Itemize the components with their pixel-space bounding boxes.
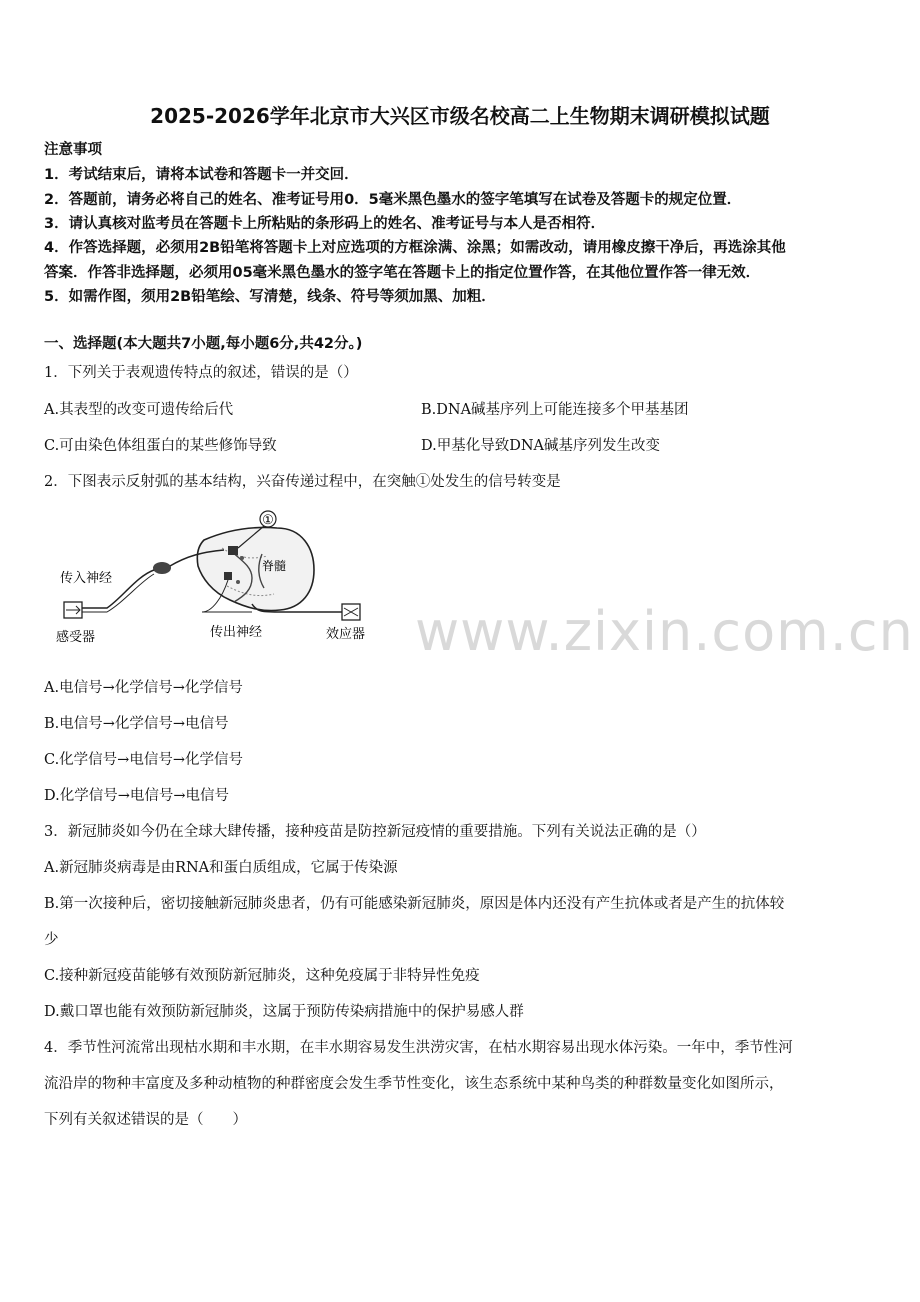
notice-line-4-cont: 答案．作答非选择题，必须用05毫米黑色墨水的签字笔在答题卡上的指定位置作答，在其他位置作答一律无效．	[44, 265, 761, 281]
fig-label-spinal-cord: 脊髓	[262, 559, 287, 573]
notice-heading: 注意事项	[44, 142, 102, 158]
notice-line-5: 5．如需作图，须用2B铅笔绘、写清楚，线条、符号等须加黑、加粗．	[44, 289, 496, 305]
fig-label-effector: 效应器	[326, 627, 366, 642]
notice-line-1: 1．考试结束后，请将本试卷和答题卡一并交回．	[44, 167, 359, 183]
q1-option-a: A.其表型的改变可遗传给后代	[44, 402, 234, 418]
q3-option-b-cont: 少	[44, 932, 59, 948]
fig-label-receptor: 感受器	[56, 630, 96, 645]
q4-stem-line-2: 流沿岸的物种丰富度及多种动植物的种群密度会发生季节性变化，该生态系统中某种鸟类的种群数量变化如图所示，	[44, 1076, 784, 1092]
q1-option-c: C.可由染色体组蛋白的某些修饰导致	[44, 438, 277, 454]
page-title: 2025-2026学年北京市大兴区市级名校高二上生物期末调研模拟试题	[150, 104, 770, 128]
notice-line-3: 3．请认真核对监考员在答题卡上所粘贴的条形码上的姓名、准考证号与本人是否相符．	[44, 216, 606, 232]
q4-stem-line-3: 下列有关叙述错误的是（ ）	[44, 1112, 247, 1128]
spinal-cord-outline	[197, 528, 314, 611]
q2-option-c: C.化学信号→电信号→化学信号	[44, 752, 243, 768]
synapse-box-2	[224, 572, 232, 580]
q1-option-d: D.甲基化导致DNA碱基序列发生改变	[421, 438, 661, 454]
reflex-arc-figure	[52, 508, 378, 648]
q1-stem: 1．下列关于表观遗传特点的叙述，错误的是（）	[44, 365, 358, 381]
q3-stem: 3．新冠肺炎如今仍在全球大肆传播，接种疫苗是防控新冠疫情的重要措施。下列有关说法正确的是（）	[44, 824, 706, 840]
fig-marker: ①	[262, 513, 274, 528]
q3-option-d: D.戴口罩也能有效预防新冠肺炎，这属于预防传染病措施中的保护易感人群	[44, 1004, 524, 1020]
notice-line-2: 2．答题前，请务必将自己的姓名、准考证号用0．5毫米黑色墨水的签字笔填写在试卷及答题卡的规定位置．	[44, 192, 742, 208]
fig-label-afferent: 传入神经	[60, 571, 113, 586]
q1-option-b: B.DNA碱基序列上可能连接多个甲基基团	[421, 402, 689, 418]
q3-option-a: A.新冠肺炎病毒是由RNA和蛋白质组成，它属于传染源	[44, 860, 398, 876]
q2-option-a: A.电信号→化学信号→化学信号	[44, 680, 243, 696]
q2-option-d: D.化学信号→电信号→电信号	[44, 788, 230, 804]
q2-option-b: B.电信号→化学信号→电信号	[44, 716, 229, 732]
fig-label-efferent: 传出神经	[210, 625, 263, 640]
q3-option-c: C.接种新冠疫苗能够有效预防新冠肺炎，这种免疫属于非特异性免疫	[44, 968, 480, 984]
notice-line-4: 4．作答选择题，必须用2B铅笔将答题卡上对应选项的方框涂满、涂黑；如需改动，请用橡皮擦干净后，再选涂其他	[44, 240, 786, 256]
synapse-box-1	[228, 546, 238, 555]
q4-stem-line-1: 4．季节性河流常出现枯水期和丰水期，在丰水期容易发生洪涝灾害，在枯水期容易出现水体污染。一年中，季节性河	[44, 1040, 793, 1056]
section-heading: 一、选择题(本大题共7小题,每小题6分,共42分。)	[44, 336, 363, 352]
watermark: www.zixin.com.cn	[415, 600, 914, 663]
q2-stem: 2．下图表示反射弧的基本结构，兴奋传递过程中，在突触①处发生的信号转变是	[44, 474, 561, 490]
q3-option-b: B.第一次接种后，密切接触新冠肺炎患者，仍有可能感染新冠肺炎，原因是体内还没有产生抗体或者是产生的抗体较	[44, 896, 785, 912]
